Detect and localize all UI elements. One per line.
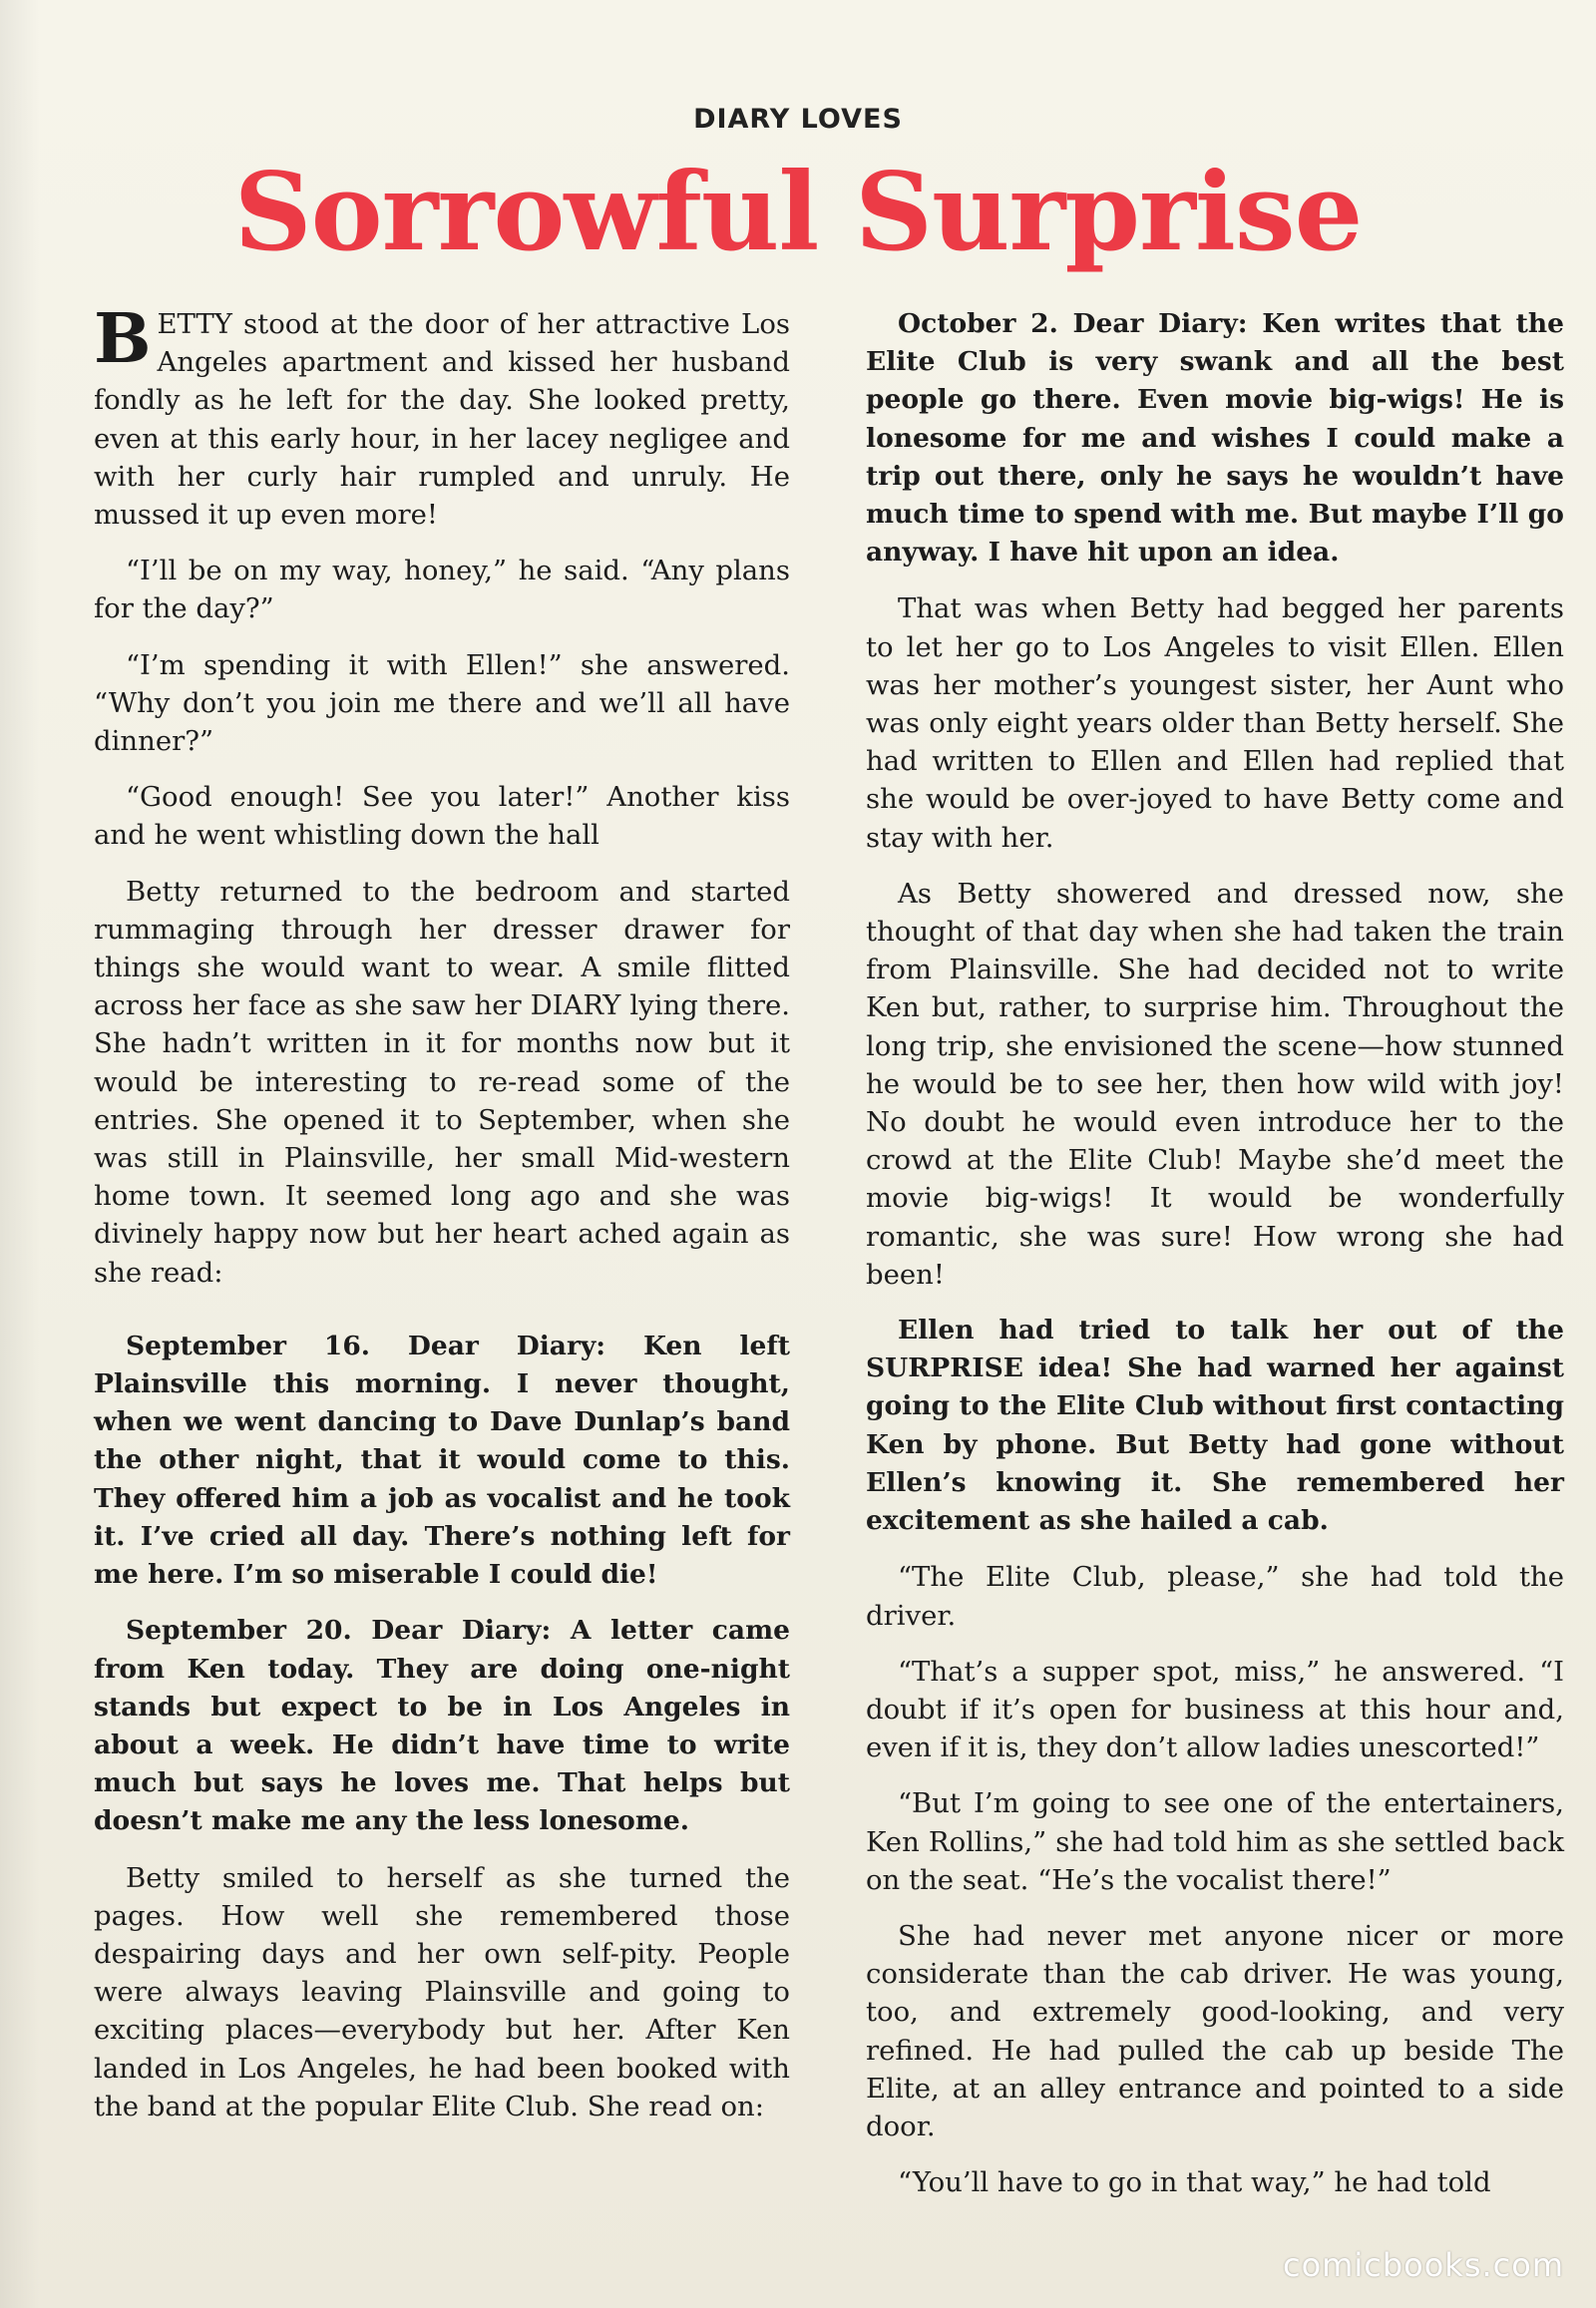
- paragraph: That was when Betty had begged her parents to let her go to Los Angeles to visit Ellen. Ellen was her mother’s youngest sister, her Aunt who was only eight years older than Betty herself. She had written to Ellen and Ellen had replied that she would be over-joyed to have Betty come and stay with her.: [866, 592, 1564, 854]
- paragraph: Betty returned to the bedroom and started rummaging through her dresser drawer for things she would want to wear. A smile flitted across her face as she saw her DIARY lying there. She hadn’t written in it for months now but it would be interesting to re-read some of the entries. She opened it to September, when she was still in Plainsville, her small Mid-western home town. It seemed long ago and she was divinely happy now but her heart ached again as she read:: [94, 875, 790, 1289]
- paragraph: “But I’m going to see one of the entertainers, Ken Rollins,” she had told him as she settled back on the seat. “He’s the vocalist there!”: [866, 1787, 1564, 1896]
- paragraph: BETTY stood at the door of her attractive Los Angeles apartment and kissed her husband fondly as he left for the day. She looked pretty, even at this early hour, in her lacey negligee and with her curly hair rumpled and unruly. He mussed it up even more!: [94, 299, 790, 532]
- diary-entry: September 20. Dear Diary: A letter came from Ken today. They are doing one-night stands but expect to be in Los Angeles in about a week. He didn’t have time to write much but says he loves me. That helps but doesn’t make me any the less lonesome.: [94, 1615, 790, 1837]
- paragraph: “I’ll be on my way, honey,” he said. “Any plans for the day?”: [94, 555, 790, 625]
- diary-entry: October 2. Dear Diary: Ken writes that the Elite Club is very swank and all the best people go there. Even movie big-wigs! He is lonesome for me and wishes I could make a trip out there, only he says he wouldn’t have much time to spend with me. But maybe I’ll go anyway. I have hit upon an idea.: [866, 308, 1564, 569]
- paragraph: “You’ll have to go in that way,” he had told: [898, 2166, 1491, 2199]
- series-heading: DIARY LOVES: [693, 104, 903, 135]
- right-column: [866, 305, 1564, 2219]
- story-title: Sorrowful Surprise: [233, 150, 1363, 275]
- paragraph: “The Elite Club, please,” she had told the driver.: [866, 1561, 1564, 1632]
- paragraph: As Betty showered and dressed now, she thought of that day when she had taken the train from Plainsville. She had decided not to write Ken but, rather, to surprise him. Throughout the long trip, she envisioned the scene—how stunned he would be to see her, then how wild with joy! No doubt he would even introduce her to the crowd at the Elite Club! Maybe she’d meet the movie big-wigs! It would be wonderfully romantic, she was sure! How wrong she had been!: [866, 877, 1564, 1291]
- paragraph: “I’m spending it with Ellen!” she answered. “Why don’t you join me there and we’ll all have dinner?”: [94, 648, 790, 758]
- left-column: [94, 299, 790, 2143]
- paragraph-bold: Ellen had tried to talk her out of the SURPRISE idea! She had warned her against going to the Elite Club without first contacting Ken by phone. But Betty had gone without Ellen’s knowing it. She remembered her excitement as she hailed a cab.: [866, 1315, 1564, 1537]
- paragraph: “That’s a supper spot, miss,” he answered. “I doubt if it’s open for business at this hour and, even if it is, they don’t allow ladies unescorted!”: [866, 1655, 1564, 1764]
- paragraph: Betty smiled to herself as she turned the pages. How well she remembered those despairing days and her own self-pity. People were always leaving Plainsville and going to exciting places—everybody but her. After Ken landed in Los Angeles, he had been booked with the band at the popular Elite Club. She read on:: [94, 1861, 790, 2122]
- paragraph: She had never met anyone nicer or more considerate than the cab driver. He was young, too, and extremely good-looking, and very refined. He had pulled the cab up beside The Elite, at an alley entrance and pointed to a side door.: [866, 1919, 1564, 2142]
- paragraph: “Good enough! See you later!” Another kiss and he went whistling down the hall: [94, 781, 790, 852]
- diary-entry: September 16. Dear Diary: Ken left Plainsville this morning. I never thought, when we went dancing to Dave Dunlap’s band the other night, that it would come to this. They offered him a job as vocalist and he took it. I’ve cried all day. There’s nothing left for me here. I’m so miserable I could die!: [94, 1330, 790, 1591]
- watermark: comicbooks.com: [1282, 2246, 1564, 2284]
- drop-cap: B: [94, 299, 152, 379]
